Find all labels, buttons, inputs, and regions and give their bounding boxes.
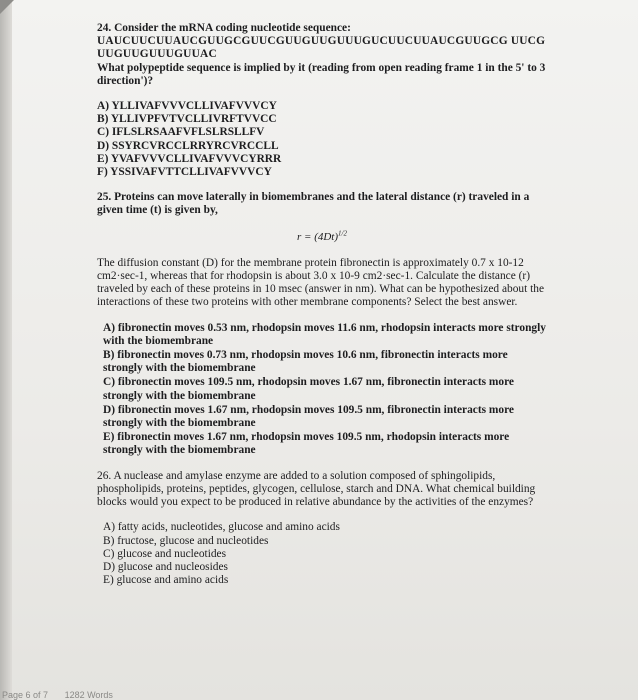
q25-option: E) fibronectin moves 1.67 nm, rhodopsin moves 109.5 nm, rhodopsin interacts more strongly with the biomembrane [103, 431, 510, 457]
q25-options [103, 322, 547, 458]
q25-formula-exponent: 1/2 [338, 228, 347, 237]
question-26 [97, 470, 547, 588]
q24-options [97, 100, 547, 179]
word-count[interactable]: 1282 Words [64, 690, 113, 700]
q24-option: E) YVAFVVVCLLIVAFVVVCYRRR [97, 152, 282, 165]
q25-option: A) fibronectin moves 0.53 nm, rhodopsin moves 11.6 nm, rhodopsin interacts more strongly with the biomembrane [103, 321, 546, 347]
page-indicator[interactable]: Page 6 of 7 [2, 690, 49, 700]
q25-body: The diffusion constant (D) for the membrane protein fibronectin is approximately 0.7 x 10-12 cm2·sec-1, whereas that for rhodopsin is about 3.0 x 10-9 cm2·sec-1. Calculate the distance (r) traveled by each of these proteins in 10 msec (answer in nm). What can be hypothesized about the interactions of these two proteins with other membrane components? Select the best answer. [97, 256, 545, 309]
q25-formula [97, 228, 547, 244]
q25-intro: 25. Proteins can move laterally in biomembranes and the lateral distance (r) traveled in a given time (t) is given by, [97, 191, 530, 217]
q24-question: What polypeptide sequence is implied by it (reading from open reading frame 1 in the 5' to 3 direction')? [97, 61, 549, 87]
q25-formula-text: r = (4Dt) [297, 230, 339, 243]
q24-option: C) IFLSLRSAAFVFLSLRSLLFV [97, 126, 265, 139]
q24-option: F) YSSIVAFVTTCLLIVAFVVVCY [97, 166, 272, 179]
q26-option: C) glucose and nucleotides [103, 547, 227, 560]
document-content [97, 22, 547, 587]
q26-option: E) glucose and amino acids [103, 574, 229, 587]
q24-option: A) YLLIVAFVVVCLLIVAFVVVCY [97, 100, 277, 113]
status-bar [0, 690, 182, 700]
q24-option: B) YLLIVPFVTVCLLIVRFTVVCC [97, 113, 277, 126]
q26-option: D) glucose and nucleosides [103, 560, 228, 573]
window-left-edge [0, 0, 12, 700]
q26-options [103, 521, 547, 587]
q24-heading: 24. Consider the mRNA coding nucleotide sequence: [97, 22, 351, 34]
q24-sequence: UAUCUUCUUAUCGUUGCGUUCGUUGUUGUUUGUCUUCUUAUCGUUGCG UUCGUUGUUGUUUGUUAC [97, 35, 546, 61]
question-24 [97, 22, 547, 179]
question-25 [97, 191, 547, 457]
q26-option: B) fructose, glucose and nucleotides [103, 534, 269, 547]
q24-option: D) SSYRCVRCCLRRYRCVRCCLL [97, 139, 279, 152]
q26-option: A) fatty acids, nucleotides, glucose and amino acids [103, 521, 340, 534]
q26-text: 26. A nuclease and amylase enzyme are added to a solution composed of sphingolipids, phospholipids, proteins, peptides, glycogen, cellulose, starch and DNA. What chemical building blocks would you expect to be produced in relative abundance by the activities of the enzymes? [97, 469, 536, 509]
q25-option: D) fibronectin moves 1.67 nm, rhodopsin moves 109.5 nm, fibronectin interacts more strongly with the biomembrane [103, 403, 514, 430]
q25-option: B) fibronectin moves 0.73 nm, rhodopsin moves 10.6 nm, fibronectin interacts more strongly with the biomembrane [103, 349, 508, 375]
q25-option: C) fibronectin moves 109.5 nm, rhodopsin moves 1.67 nm, fibronectin interacts more strongly with the biomembrane [103, 376, 514, 402]
